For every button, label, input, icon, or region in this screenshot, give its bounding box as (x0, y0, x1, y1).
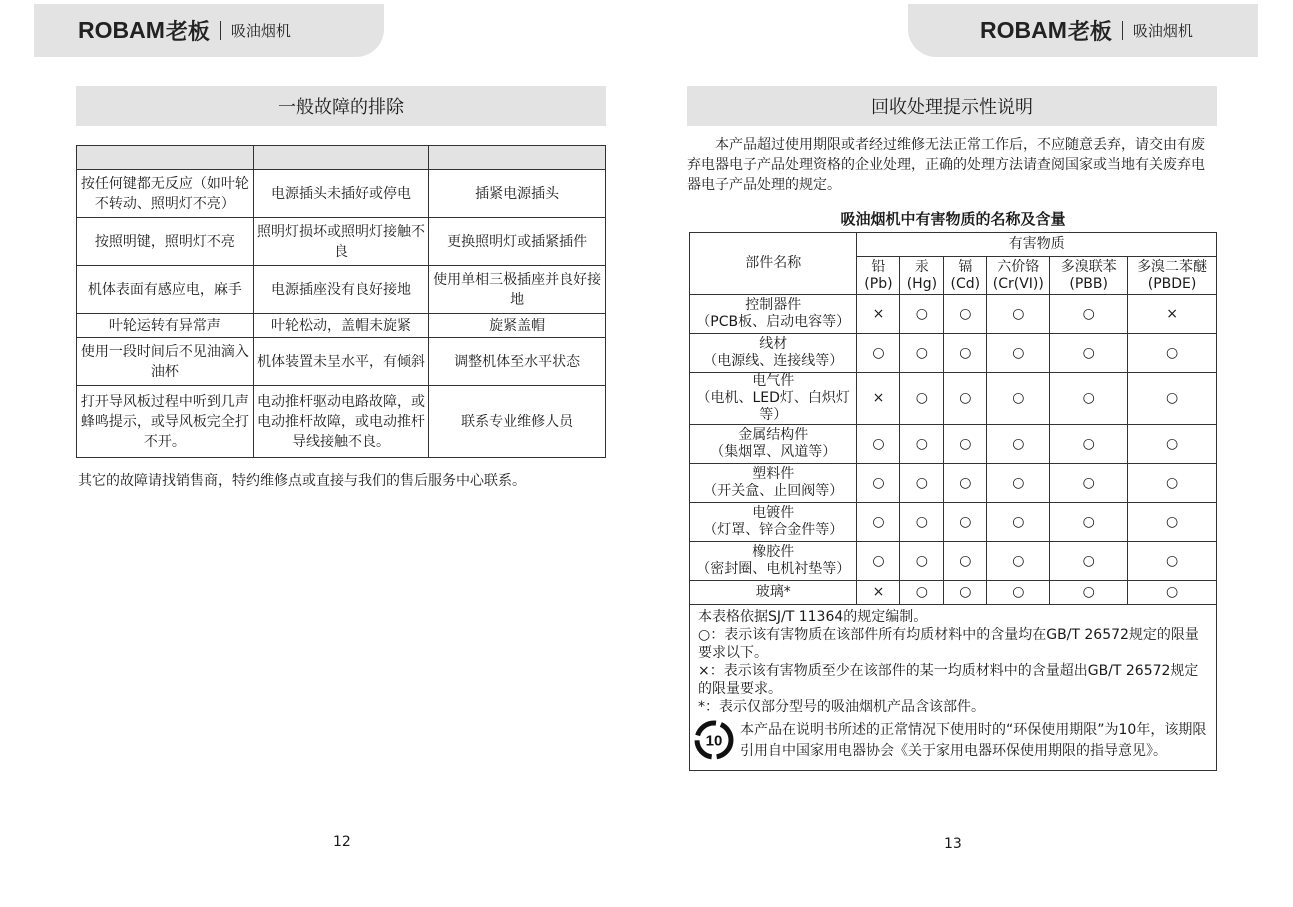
part-cell (690, 581, 857, 605)
substance-name: 汞 (914, 258, 929, 275)
cause-cell: 电源插头未插好或停电 (253, 170, 429, 218)
substance-symbol: (Cd) (950, 275, 981, 292)
problem-cell: 按任何键都无反应（如叶轮不转动、照明灯不亮） (77, 170, 254, 218)
header-left (34, 4, 384, 57)
notes-row (690, 605, 1217, 771)
mark-cell: ○ (987, 373, 1050, 425)
cause-cell: 电动推杆驱动电路故障，或电动推杆故障，或电动推杆导线接触不良。 (253, 386, 429, 458)
mark-cell: × (857, 581, 900, 605)
solution-cell: 调整机体至水平状态 (429, 338, 606, 386)
eco-period-note: 本产品在说明书所述的正常情况下使用时的“环保使用期限”为10年，该期限引用自中国家用电器协会《关于家用电器环保使用期限的指导意见》。 (740, 722, 1207, 759)
mark-cell: ○ (944, 425, 987, 464)
problem-cell: 按照明键，照明灯不亮 (77, 218, 254, 266)
brand-logo-cn: 老板 (1067, 20, 1112, 45)
substance-name: 镉 (958, 258, 973, 275)
substance-symbol: (PBB) (1069, 275, 1108, 292)
substance-symbol: (Cr(VI)) (992, 275, 1044, 292)
header-divider (1122, 21, 1123, 40)
table-row (77, 170, 606, 218)
solution-cell: 使用单相三极插座并良好接地 (429, 266, 606, 314)
brand-logo: ROBAM (78, 17, 165, 43)
part-header: 部件名称 (690, 233, 857, 295)
mark-cell: ○ (1050, 581, 1128, 605)
page-number-left: 12 (333, 834, 351, 850)
mark-cell: ○ (900, 542, 944, 581)
table-header-cell (253, 146, 429, 170)
substance-header (900, 257, 944, 295)
substance-header (857, 257, 900, 295)
page-number-right: 13 (944, 836, 962, 852)
mark-cell: ○ (987, 542, 1050, 581)
table-header-row (690, 233, 1217, 257)
brand-logo-cn: 老板 (165, 20, 210, 45)
header-product: 吸油烟机 (230, 22, 291, 40)
brand-logo: ROBAM (980, 17, 1067, 43)
part-detail: （灯罩、锌合金件等） (703, 522, 844, 538)
part-detail: （PCB板、启动电容等） (696, 314, 851, 330)
mark-cell: ○ (987, 425, 1050, 464)
mark-cell: ○ (944, 295, 987, 334)
part-cell (690, 425, 857, 464)
table-row (77, 218, 606, 266)
mark-cell: ○ (1128, 503, 1217, 542)
table-header-cell (429, 146, 606, 170)
mark-cell: ○ (1128, 464, 1217, 503)
part-detail: （电机、LED灯、白炽灯等） (696, 390, 850, 423)
table-row (690, 425, 1217, 464)
service-note: 其它的故障请找销售商，特约维修点或直接与我们的售后服务中心联系。 (78, 473, 526, 489)
troubleshooting-title: 一般故障的排除 (76, 86, 606, 126)
header-divider (220, 21, 221, 40)
cause-cell: 机体装置未呈水平，有倾斜 (253, 338, 429, 386)
part-cell (690, 295, 857, 334)
mark-cell: ○ (1128, 425, 1217, 464)
mark-cell: ○ (900, 373, 944, 425)
mark-cell: ○ (944, 503, 987, 542)
mark-cell: ○ (987, 503, 1050, 542)
mark-cell: × (1128, 295, 1217, 334)
part-cell (690, 542, 857, 581)
part-name: 塑料件 (752, 466, 795, 482)
cause-cell: 叶轮松动，盖帽未旋紧 (253, 314, 429, 338)
mark-cell: ○ (900, 464, 944, 503)
mark-cell: ○ (857, 464, 900, 503)
table-row (690, 542, 1217, 581)
mark-cell: ○ (1128, 581, 1217, 605)
solution-cell: 旋紧盖帽 (429, 314, 606, 338)
substance-name: 六价铬 (997, 258, 1040, 275)
mark-cell: ○ (1128, 373, 1217, 425)
mark-cell: × (857, 295, 900, 334)
note-asterisk: *：表示仅部分型号的吸油烟机产品含该部件。 (698, 699, 985, 715)
mark-cell: ○ (987, 295, 1050, 334)
solution-cell: 更换照明灯或插紧插件 (429, 218, 606, 266)
hazard-table (689, 232, 1217, 771)
mark-cell: ○ (1050, 542, 1128, 581)
part-detail: （开关盒、止回阀等） (703, 483, 844, 499)
problem-cell: 机体表面有感应电，麻手 (77, 266, 254, 314)
note-standard: 本表格依据SJ/T 11364的规定编制。 (698, 609, 928, 625)
part-cell (690, 334, 857, 373)
part-detail: （电源线、连接线等） (703, 353, 844, 369)
mark-cell: ○ (1050, 373, 1128, 425)
solution-cell: 插紧电源插头 (429, 170, 606, 218)
problem-cell: 使用一段时间后不见油滴入油杯 (77, 338, 254, 386)
mark-cell: ○ (1050, 334, 1128, 373)
recycling-intro: 本产品超过使用期限或者经过维修无法正常工作后，不应随意丢弃，请交由有废弃电器电子产品处理资格的企业处理，正确的处理方法请查阅国家或当地有关废弃电器电子产品处理的规定。 (687, 137, 1205, 193)
table-row (690, 295, 1217, 334)
mark-cell: ○ (857, 425, 900, 464)
hazard-table-caption: 吸油烟机中有害物质的名称及含量 (840, 210, 1066, 228)
mark-cell: ○ (900, 334, 944, 373)
cause-cell: 电源插座没有良好接地 (253, 266, 429, 314)
table-row (77, 266, 606, 314)
cause-cell: 照明灯损坏或照明灯接触不良 (253, 218, 429, 266)
mark-cell: ○ (857, 503, 900, 542)
mark-cell: ○ (900, 425, 944, 464)
substance-header (987, 257, 1050, 295)
table-row (77, 314, 606, 338)
table-row (690, 503, 1217, 542)
mark-cell: ○ (987, 334, 1050, 373)
mark-cell: ○ (1050, 503, 1128, 542)
notes-cell (690, 605, 1217, 771)
part-detail: （集烟罩、风道等） (710, 444, 837, 460)
recycling-title: 回收处理提示性说明 (687, 86, 1217, 126)
part-name: 玻璃* (755, 584, 791, 600)
eco-period-row (698, 720, 1210, 762)
substance-header (1050, 257, 1128, 295)
note-circle: ○：表示该有害物质在该部件所有均质材料中的含量均在GB/T 26572规定的限量要求以下。 (698, 627, 1199, 661)
mark-cell: ○ (857, 542, 900, 581)
mark-cell: ○ (944, 542, 987, 581)
part-name: 电镀件 (752, 505, 795, 521)
substance-symbol: (PBDE) (1147, 275, 1197, 292)
problem-cell: 打开导风板过程中听到几声蜂鸣提示，或导风板完全打不开。 (77, 386, 254, 458)
eco-period-number: 10 (705, 732, 723, 750)
mark-cell: ○ (900, 581, 944, 605)
substance-name: 铅 (871, 258, 886, 275)
mark-cell: ○ (1128, 334, 1217, 373)
mark-cell: ○ (1050, 425, 1128, 464)
substance-name: 多溴联苯 (1060, 258, 1117, 275)
part-name: 橡胶件 (752, 544, 795, 560)
substance-symbol: (Pb) (864, 275, 893, 292)
mark-cell: ○ (900, 503, 944, 542)
substance-header (944, 257, 987, 295)
mark-cell: ○ (944, 334, 987, 373)
mark-cell: ○ (987, 581, 1050, 605)
part-name: 线材 (759, 336, 788, 352)
substance-name: 多溴二苯醚 (1137, 258, 1208, 275)
part-detail: （密封圈、电机衬垫等） (696, 561, 851, 577)
mark-cell: ○ (857, 334, 900, 373)
substance-header (1128, 257, 1217, 295)
troubleshooting-table (76, 145, 606, 458)
problem-cell: 叶轮运转有异常声 (77, 314, 254, 338)
part-cell (690, 464, 857, 503)
table-row (77, 338, 606, 386)
part-cell (690, 373, 857, 425)
mark-cell: ○ (1050, 295, 1128, 334)
table-row (690, 581, 1217, 605)
table-row (690, 464, 1217, 503)
mark-cell: ○ (1050, 464, 1128, 503)
part-cell (690, 503, 857, 542)
solution-cell: 联系专业维修人员 (429, 386, 606, 458)
substance-symbol: (Hg) (906, 275, 938, 292)
header-right (908, 4, 1258, 57)
table-header-cell (77, 146, 254, 170)
table-row (77, 386, 606, 458)
mark-cell: ○ (944, 373, 987, 425)
eco-period-10-icon (694, 720, 734, 760)
table-row (690, 373, 1217, 425)
mark-cell: ○ (1128, 542, 1217, 581)
mark-cell: ○ (900, 295, 944, 334)
table-header-row (77, 146, 606, 170)
mark-cell: ○ (987, 464, 1050, 503)
part-name: 金属结构件 (738, 427, 809, 443)
mark-cell: × (857, 373, 900, 425)
table-row (690, 334, 1217, 373)
part-name: 控制器件 (745, 297, 802, 313)
mark-cell: ○ (944, 581, 987, 605)
mark-cell: ○ (944, 464, 987, 503)
header-product: 吸油烟机 (1132, 22, 1193, 40)
note-cross: ×：表示该有害物质至少在该部件的某一均质材料中的含量超出GB/T 26572规定的限量要求。 (698, 663, 1199, 697)
substance-group-header: 有害物质 (857, 233, 1217, 257)
part-name: 电气件 (752, 373, 795, 389)
